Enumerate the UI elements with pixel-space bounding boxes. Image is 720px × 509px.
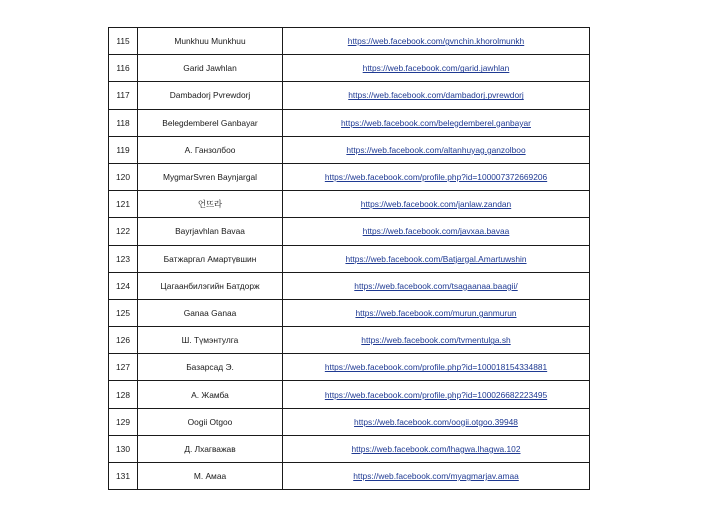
url-cell bbox=[283, 191, 590, 218]
table-row bbox=[109, 109, 590, 136]
row-number-cell: 130 bbox=[109, 435, 138, 462]
name-cell: Ganaa Ganaa bbox=[138, 299, 283, 326]
profile-link[interactable]: https://web.facebook.com/belegdemberel.ganbayar bbox=[341, 117, 531, 128]
table-row bbox=[109, 463, 590, 490]
url-cell bbox=[283, 408, 590, 435]
profile-link[interactable]: https://web.facebook.com/javxaa.bavaa bbox=[362, 226, 510, 237]
table-row bbox=[109, 191, 590, 218]
row-number-cell: 122 bbox=[109, 218, 138, 245]
table-row bbox=[109, 163, 590, 190]
url-cell bbox=[283, 82, 590, 109]
url-cell bbox=[283, 299, 590, 326]
links-table bbox=[108, 27, 590, 490]
table-row bbox=[109, 55, 590, 82]
profile-link[interactable]: https://web.facebook.com/dambadorj.pvrewdorj bbox=[348, 90, 524, 101]
row-number-cell: 131 bbox=[109, 463, 138, 490]
row-number-cell: 128 bbox=[109, 381, 138, 408]
name-cell: А. Жамба bbox=[138, 381, 283, 408]
profile-link[interactable]: https://web.facebook.com/altanhuyag.ganzolboo bbox=[346, 144, 526, 155]
row-number-cell: 117 bbox=[109, 82, 138, 109]
url-cell bbox=[283, 109, 590, 136]
url-cell bbox=[283, 163, 590, 190]
table-row bbox=[109, 354, 590, 381]
table-row bbox=[109, 272, 590, 299]
name-cell: Munkhuu Munkhuu bbox=[138, 28, 283, 55]
profile-link[interactable]: https://web.facebook.com/murun.ganmurun bbox=[355, 307, 517, 318]
url-cell bbox=[283, 55, 590, 82]
row-number-cell: 120 bbox=[109, 163, 138, 190]
table-row bbox=[109, 218, 590, 245]
profile-link[interactable]: https://web.facebook.com/profile.php?id=100018154334881 bbox=[324, 362, 548, 373]
url-cell bbox=[283, 272, 590, 299]
url-cell bbox=[283, 218, 590, 245]
profile-link[interactable]: https://web.facebook.com/janlaw.zandan bbox=[360, 199, 512, 210]
url-cell bbox=[283, 245, 590, 272]
name-cell: Батжаргал Амартүвшин bbox=[138, 245, 283, 272]
profile-link[interactable]: https://web.facebook.com/gvnchin.khorolmunkh bbox=[347, 36, 525, 47]
profile-link[interactable]: https://web.facebook.com/profile.php?id=100026682223495 bbox=[324, 389, 548, 400]
profile-link[interactable]: https://web.facebook.com/profile.php?id=100007372669206 bbox=[324, 172, 548, 183]
table-row bbox=[109, 82, 590, 109]
url-cell bbox=[283, 354, 590, 381]
name-cell: Dambadorj Pvrewdorj bbox=[138, 82, 283, 109]
url-cell bbox=[283, 463, 590, 490]
profile-link[interactable]: https://web.facebook.com/lhagwa.lhagwa.102 bbox=[351, 443, 521, 454]
name-cell: Bayrjavhlan Bavaa bbox=[138, 218, 283, 245]
document-page bbox=[108, 27, 589, 490]
name-cell: 언뜨라 bbox=[138, 191, 283, 218]
name-cell: Ш. Түмэнтулга bbox=[138, 327, 283, 354]
name-cell: Базарсад Э. bbox=[138, 354, 283, 381]
name-cell: Garid Jawhlan bbox=[138, 55, 283, 82]
url-cell bbox=[283, 136, 590, 163]
name-cell: Belegdemberel Ganbayar bbox=[138, 109, 283, 136]
table-row bbox=[109, 408, 590, 435]
name-cell: Цагаанбилэгийн Батдорж bbox=[138, 272, 283, 299]
row-number-cell: 127 bbox=[109, 354, 138, 381]
name-cell: М. Амаа bbox=[138, 463, 283, 490]
row-number-cell: 118 bbox=[109, 109, 138, 136]
row-number-cell: 125 bbox=[109, 299, 138, 326]
url-cell bbox=[283, 381, 590, 408]
name-cell: Д. Лхагважав bbox=[138, 435, 283, 462]
url-cell bbox=[283, 327, 590, 354]
profile-link[interactable]: https://web.facebook.com/myagmarjav.amaa bbox=[353, 471, 519, 482]
row-number-cell: 119 bbox=[109, 136, 138, 163]
name-cell: А. Ганзолбоо bbox=[138, 136, 283, 163]
table-body bbox=[109, 28, 590, 490]
table-row bbox=[109, 299, 590, 326]
table-row bbox=[109, 381, 590, 408]
table-row bbox=[109, 245, 590, 272]
profile-link[interactable]: https://web.facebook.com/Batjargal.Amartuwshin bbox=[345, 253, 527, 264]
row-number-cell: 124 bbox=[109, 272, 138, 299]
table-row bbox=[109, 28, 590, 55]
row-number-cell: 129 bbox=[109, 408, 138, 435]
name-cell: MygmarSvren Baynjargal bbox=[138, 163, 283, 190]
row-number-cell: 123 bbox=[109, 245, 138, 272]
table-row bbox=[109, 327, 590, 354]
row-number-cell: 115 bbox=[109, 28, 138, 55]
name-cell: Oogii Otgoo bbox=[138, 408, 283, 435]
table-row bbox=[109, 136, 590, 163]
profile-link[interactable]: https://web.facebook.com/oogii.otgoo.39948 bbox=[354, 416, 518, 427]
row-number-cell: 116 bbox=[109, 55, 138, 82]
url-cell bbox=[283, 28, 590, 55]
url-cell bbox=[283, 435, 590, 462]
row-number-cell: 121 bbox=[109, 191, 138, 218]
profile-link[interactable]: https://web.facebook.com/tsagaanaa.baagii/ bbox=[354, 280, 518, 291]
row-number-cell: 126 bbox=[109, 327, 138, 354]
profile-link[interactable]: https://web.facebook.com/tvmentulga.sh bbox=[361, 335, 511, 346]
table-row bbox=[109, 435, 590, 462]
profile-link[interactable]: https://web.facebook.com/garid.jawhlan bbox=[362, 63, 510, 74]
